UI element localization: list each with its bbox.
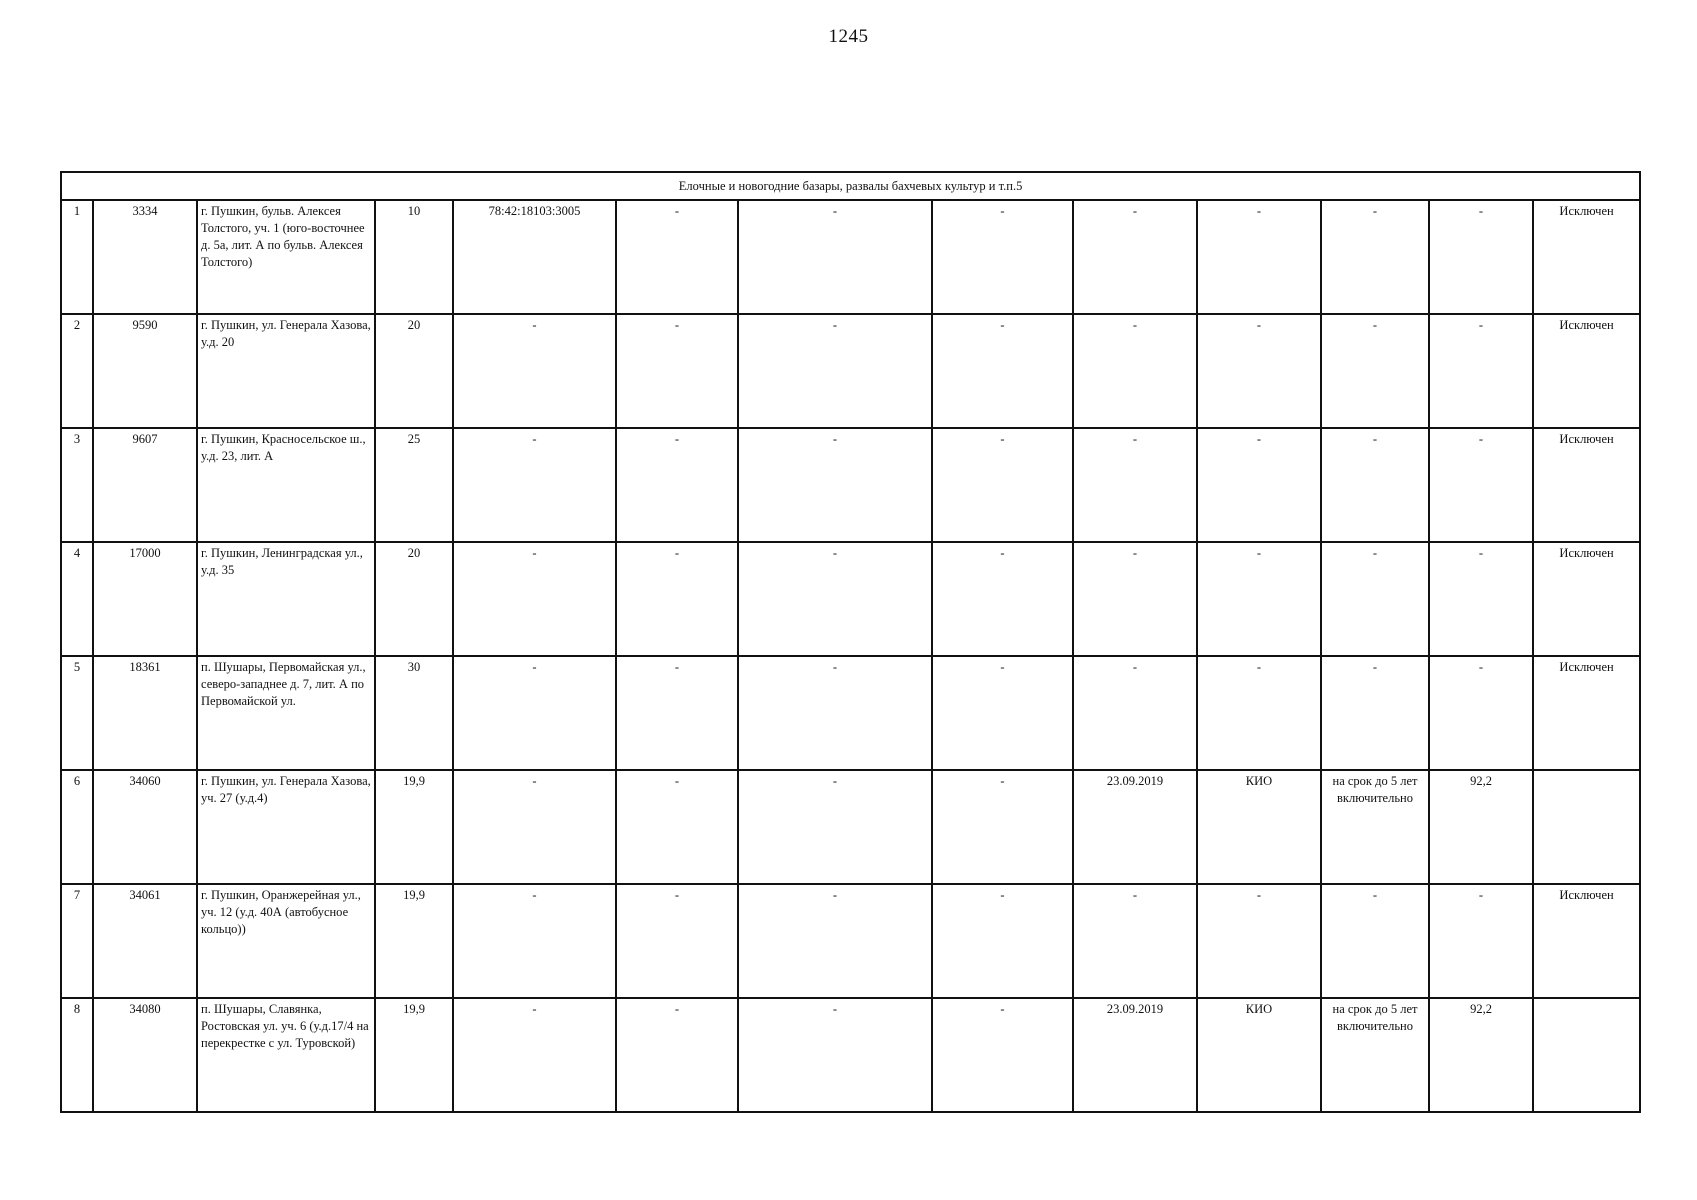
object-id-cell: 17000	[93, 542, 197, 656]
status-cell: Исключен	[1533, 314, 1640, 428]
area-cell: 20	[375, 314, 453, 428]
cadastral-number-cell: -	[453, 656, 616, 770]
table-row	[61, 770, 1640, 884]
column-7-cell: -	[738, 884, 932, 998]
value-cell: -	[1429, 428, 1533, 542]
term-cell: -	[1321, 542, 1429, 656]
column-8-cell: -	[932, 884, 1073, 998]
address-cell: г. Пушкин, бульв. Алексея Толстого, уч. 1 (юго-восточнее д. 5а, лит. А по бульв. Алексея Толстого)	[197, 200, 375, 314]
column-8-cell: -	[932, 314, 1073, 428]
column-7-cell: -	[738, 200, 932, 314]
area-cell: 19,9	[375, 998, 453, 1112]
section-title: Елочные и новогодние базары, развалы бахчевых культур и т.п.5	[61, 172, 1640, 200]
row-number-cell: 3	[61, 428, 93, 542]
value-cell: 92,2	[1429, 998, 1533, 1112]
section-header-row	[61, 172, 1640, 200]
row-number-cell: 4	[61, 542, 93, 656]
cadastral-number-cell: -	[453, 998, 616, 1112]
column-6-cell: -	[616, 542, 738, 656]
status-cell: Исключен	[1533, 428, 1640, 542]
cadastral-number-cell: -	[453, 428, 616, 542]
table-row	[61, 998, 1640, 1112]
column-6-cell: -	[616, 770, 738, 884]
column-6-cell: -	[616, 884, 738, 998]
date-cell: -	[1073, 884, 1197, 998]
organization-cell: -	[1197, 314, 1321, 428]
table-row	[61, 314, 1640, 428]
term-cell: -	[1321, 656, 1429, 770]
date-cell: -	[1073, 200, 1197, 314]
cadastral-number-cell: 78:42:18103:3005	[453, 200, 616, 314]
date-cell: 23.09.2019	[1073, 998, 1197, 1112]
column-8-cell: -	[932, 656, 1073, 770]
status-cell: Исключен	[1533, 542, 1640, 656]
area-cell: 30	[375, 656, 453, 770]
column-7-cell: -	[738, 656, 932, 770]
cadastral-number-cell: -	[453, 884, 616, 998]
status-cell: Исключен	[1533, 656, 1640, 770]
organization-cell: КИО	[1197, 770, 1321, 884]
organization-cell: -	[1197, 656, 1321, 770]
status-cell	[1533, 998, 1640, 1112]
area-cell: 19,9	[375, 770, 453, 884]
date-cell: -	[1073, 314, 1197, 428]
object-id-cell: 9590	[93, 314, 197, 428]
row-number-cell: 2	[61, 314, 93, 428]
value-cell: -	[1429, 542, 1533, 656]
table-row	[61, 656, 1640, 770]
address-cell: п. Шушары, Первомайская ул., северо-западнее д. 7, лит. А по Первомайской ул.	[197, 656, 375, 770]
term-cell: на срок до 5 лет включительно	[1321, 770, 1429, 884]
organization-cell: -	[1197, 200, 1321, 314]
date-cell: -	[1073, 428, 1197, 542]
organization-cell: -	[1197, 884, 1321, 998]
cadastral-number-cell: -	[453, 542, 616, 656]
term-cell: -	[1321, 884, 1429, 998]
column-6-cell: -	[616, 200, 738, 314]
status-cell: Исключен	[1533, 884, 1640, 998]
object-id-cell: 34080	[93, 998, 197, 1112]
date-cell: -	[1073, 656, 1197, 770]
row-number-cell: 6	[61, 770, 93, 884]
column-8-cell: -	[932, 770, 1073, 884]
value-cell: -	[1429, 656, 1533, 770]
date-cell: 23.09.2019	[1073, 770, 1197, 884]
row-number-cell: 5	[61, 656, 93, 770]
term-cell: -	[1321, 314, 1429, 428]
column-7-cell: -	[738, 314, 932, 428]
address-cell: г. Пушкин, Красносельское ш., у.д. 23, лит. А	[197, 428, 375, 542]
page-number: 1245	[828, 26, 869, 47]
cadastral-number-cell: -	[453, 770, 616, 884]
column-7-cell: -	[738, 998, 932, 1112]
column-8-cell: -	[932, 998, 1073, 1112]
address-cell: г. Пушкин, Оранжерейная ул., уч. 12 (у.д. 40А (автобусное кольцо))	[197, 884, 375, 998]
column-7-cell: -	[738, 428, 932, 542]
address-cell: г. Пушкин, Ленинградская ул., у.д. 35	[197, 542, 375, 656]
value-cell: 92,2	[1429, 770, 1533, 884]
table-row	[61, 884, 1640, 998]
column-8-cell: -	[932, 542, 1073, 656]
organization-cell: -	[1197, 542, 1321, 656]
object-id-cell: 9607	[93, 428, 197, 542]
column-6-cell: -	[616, 428, 738, 542]
row-number-cell: 1	[61, 200, 93, 314]
column-6-cell: -	[616, 314, 738, 428]
row-number-cell: 8	[61, 998, 93, 1112]
table-row	[61, 428, 1640, 542]
area-cell: 20	[375, 542, 453, 656]
value-cell: -	[1429, 884, 1533, 998]
address-cell: п. Шушары, Славянка, Ростовская ул. уч. 6 (у.д.17/4 на перекрестке с ул. Туровской)	[197, 998, 375, 1112]
column-6-cell: -	[616, 656, 738, 770]
cadastral-number-cell: -	[453, 314, 616, 428]
column-8-cell: -	[932, 200, 1073, 314]
status-cell: Исключен	[1533, 200, 1640, 314]
address-cell: г. Пушкин, ул. Генерала Хазова, у.д. 20	[197, 314, 375, 428]
organization-cell: КИО	[1197, 998, 1321, 1112]
date-cell: -	[1073, 542, 1197, 656]
registry-table	[60, 171, 1641, 1113]
row-number-cell: 7	[61, 884, 93, 998]
column-7-cell: -	[738, 770, 932, 884]
area-cell: 25	[375, 428, 453, 542]
column-8-cell: -	[932, 428, 1073, 542]
table-row	[61, 200, 1640, 314]
object-id-cell: 34060	[93, 770, 197, 884]
object-id-cell: 3334	[93, 200, 197, 314]
area-cell: 10	[375, 200, 453, 314]
term-cell: на срок до 5 лет включительно	[1321, 998, 1429, 1112]
column-7-cell: -	[738, 542, 932, 656]
organization-cell: -	[1197, 428, 1321, 542]
object-id-cell: 34061	[93, 884, 197, 998]
area-cell: 19,9	[375, 884, 453, 998]
value-cell: -	[1429, 200, 1533, 314]
term-cell: -	[1321, 428, 1429, 542]
term-cell: -	[1321, 200, 1429, 314]
address-cell: г. Пушкин, ул. Генерала Хазова, уч. 27 (у.д.4)	[197, 770, 375, 884]
object-id-cell: 18361	[93, 656, 197, 770]
table-row	[61, 542, 1640, 656]
column-6-cell: -	[616, 998, 738, 1112]
status-cell	[1533, 770, 1640, 884]
value-cell: -	[1429, 314, 1533, 428]
